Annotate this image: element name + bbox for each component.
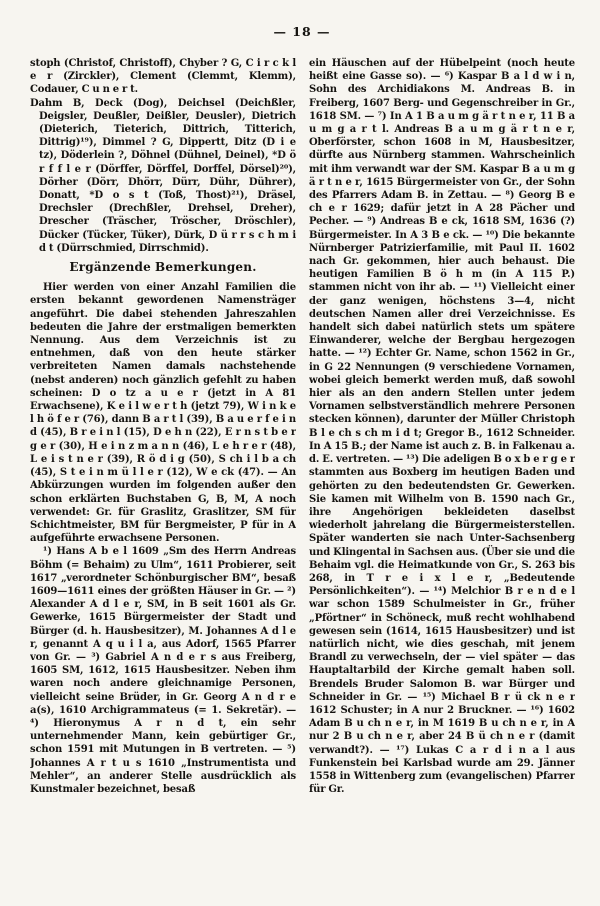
paragraph-footnotes-6-17: ein Häuschen auf der Hübelpeint (noch heute heißt eine Gasse so). — ⁶) Kaspar B a l d w i n, Sohn des Archidiakons M. Andreas B. in Freiberg, 1607 Berg- und Gegenschreiber in Gr., 1618 SM. — ⁷) In A 1 B a u m g ä r t n e r, 11 B a u m g a r t l. Andreas B a u m g ä r t n e r, Oberförster, schon 1608 in M, Hausbesitzer, dürfte aus Nürnberg stammen. Wahrscheinlich mit ihm verwandt war der SM. Kaspar B a u m g ä r t n e r, 1615 Bürgermeister von Gr., der Sohn des Pfarrers Adam B. in Zettau. — ⁸) Georg B e ch e r 1629; dafür jetzt in A 28 Pächer und Pecher. — ⁹) Andreas B e ck, 1618 SM, 1636 (?) Bürgermeister. In A 3 B e ck. — ¹⁰) Die bekannte Nürnberger Patrizierfamilie, mit Paul II. 1602 nach Gr. gekommen, hier auch behaust. Die heutigen Familien B ö h m (in A 115 P.) stammen nicht von ihr ab. — ¹¹) Vielleicht einer der ganz wenigen, höchstens 3—4, nicht deutschen Namen aller drei Verzeichnisse. Es handelt sich dabei natürlich stets um spätere Einwanderer, welche der Bergbau hergezogen hatte. — ¹²) Echter Gr. Name, schon 1562 in Gr., in G 22 Nennungen (9 verschiedene Vornamen, wobei gleich bemerkt werden muß, daß sowohl hier als an den andern Stellen unter jedem Vornamen selbstverständlich mehrere Personen stecken können), darunter der Müller Christoph B l e ch s ch m i d t; Gregor B., 1612 Schneider. In A 15 B.; der Name ist auch z. B. in Falkenau a. d. E. vertreten. — ¹³) Die adeligen B o x b e r g e r stammten aus Boxberg im heutigen Baden und gehörten zu den bedeutendsten Gr. Gewerken. Sie kamen mit Wilhelm von B. 1590 nach Gr., ihre Angehörigen bekleideten daselbst wiederholt jahrelang die Bürgermeisterstellen. Später wanderten sie nach Unter-Sachsenberg und Klingental in Sachsen aus. (Über sie und die Behaim vgl. die Heimatkunde von Gr., S. 263 bis 268, in T r e i x l e r, „Bedeutende Persönlichkeiten“). — ¹⁴) Melchior B r e n d e l war schon 1589 Schulmeister in Gr., früher „Pförtner“ in Schöneck, muß recht wohlhabend gewesen sein (1614, 1615 Hausbesitzer) und ist natürlich nicht, wie dies geschah, mit jenem Brandl zu verwechseln, der — viel später — das Hauptaltarbild der Kirche gemalt haben soll. Brendels Bruder Salomon B. war Bürger und Schneider in Gr. — ¹⁵) Michael B r ü ck n e r 1612 Schuster; in A nur 2 Bruckner. — ¹⁶) 1602 Adam B u ch n e r, in M 1619 B u ch n e r, in A nur 2 B u ch n e r, aber 24 B ü ch n e r (damit verwandt?). — ¹⁷) Lukas C a r d i n a l aus Funkenstein bei Karlsbad wurde am 29. Jänner 1558 in Wittenberg zum (evangelischen) Pfarrer für Gr. [309,58,575,796]
page-number: — 18 — [273,24,331,39]
section-heading: Ergänzende Bemerkungen. [69,260,257,275]
paragraph-name-list-continuation: stoph (Christof, Christoff), Chyber ? G, C i r c k l e r (Zirckler), Clement (Clemmt, Klemm), Codauer, C u n e r t. [30,58,296,96]
paragraph-footnotes-1-5: ¹) Hans A b e l 1609 „Sm des Herrn Andreas Böhm (= Behaim) zu Ulm“, 1611 Probierer, seit 1617 „verordneter Schönburgischer BM“, besaß 1609—1611 eines der größten Häuser in Gr. — ²) Alexander A d l e r, SM, in B seit 1601 als Gr. Gewerke, 1615 Bürgermeister der Stadt und Bürger (d. h. Hausbesitzer), M. Johannes A d l e r, genannt A q u i l a, aus Adorf, 1565 Pfarrer von Gr. — ³) Gabriel A n d e r s aus Freiberg, 1605 SM, 1612, 1615 Hausbesitzer. Neben ihm waren noch andere gleichnamige Personen, vielleicht seine Brüder, in Gr. Georg A n d r e a(s), 1610 Archigrammateus (= 1. Sekretär). — ⁴) Hieronymus A r n d t, ein sehr unternehmender Mann, kein gebürtiger Gr., schon 1591 mit Mutungen in B vertreten. — ⁵) Johannes A r t u s 1610 „Instrumentista und Mehler“, an anderer Stelle ausdrücklich als Kunstmaler bezeichnet, besaß [30,546,296,795]
paragraph-name-list-dahm: Dahm B, Deck (Dog), Deichsel (Deichßler, Deigsler, Deußler, Deißler, Deusler), Dietrich (Dieterich, Tieterich, Dittrich, Titterich, Dittrig)¹⁹), Dimmel ? G, Dippertt, Ditz (D i e tz), Döderlein ?, Döhnel (Dühnel, Deinel), *D ö r f f l e r (Dörffer, Dörffel, Dorffel, Dörsel)²⁰), Dörher (Dörr, Dhörr, Dürr, Dühr, Dührer), Donatt, *D o s t (Toß, Thost)²¹), Dräsel, Drechsler (Drechßler, Drehsel, Dreher), Drescher (Träscher, Tröscher, Dröschler), Dücker (Tücker, Tüker), Dürk, D ü r r s c h m i d t (Dürrschmied, Dirrschmid). [30,97,296,254]
two-column-text-area [30,57,574,902]
paragraph-introduction: Hier werden von einer Anzahl Familien die ersten bekannt gewordenen Namensträger angeführt. Die dabei stehenden Jahreszahlen bedeuten die Jahre der erstmaligen bemerkten Nennung. Aus dem Verzeichnis ist zu entnehmen, daß von den heute stärker verbreiteten Namen damals nachstehende (nebst anderen) noch gänzlich gefehlt zu haben scheinen: D o tz a u e r (jetzt in A 81 Erwachsene), K e i l w e r t h (jetzt 79), W i n k e l h ö f e r (76), dann B a r t l (39), B a u e r f e i n d (45), B r e i n l (15), D e h n (22), E r n s t b e r g e r (30), H e i n z m a n n (46), L e h r e r (48), L e i s t n e r (39), R ö d i g (50), S ch i l b a ch (45), S t e i n m ü l l e r (12), W e ck (47). — An Abkürzungen wurden im folgenden außer den schon erklärten Buchstaben G, B, M, A noch verwendet: Gr. für Graslitz, Graslitzer, SM für Schichtmeister, BM für Bergmeister, P für in A aufgeführte erwachsene Personen. [30,282,296,545]
left-column [30,57,296,902]
right-column [309,57,575,902]
